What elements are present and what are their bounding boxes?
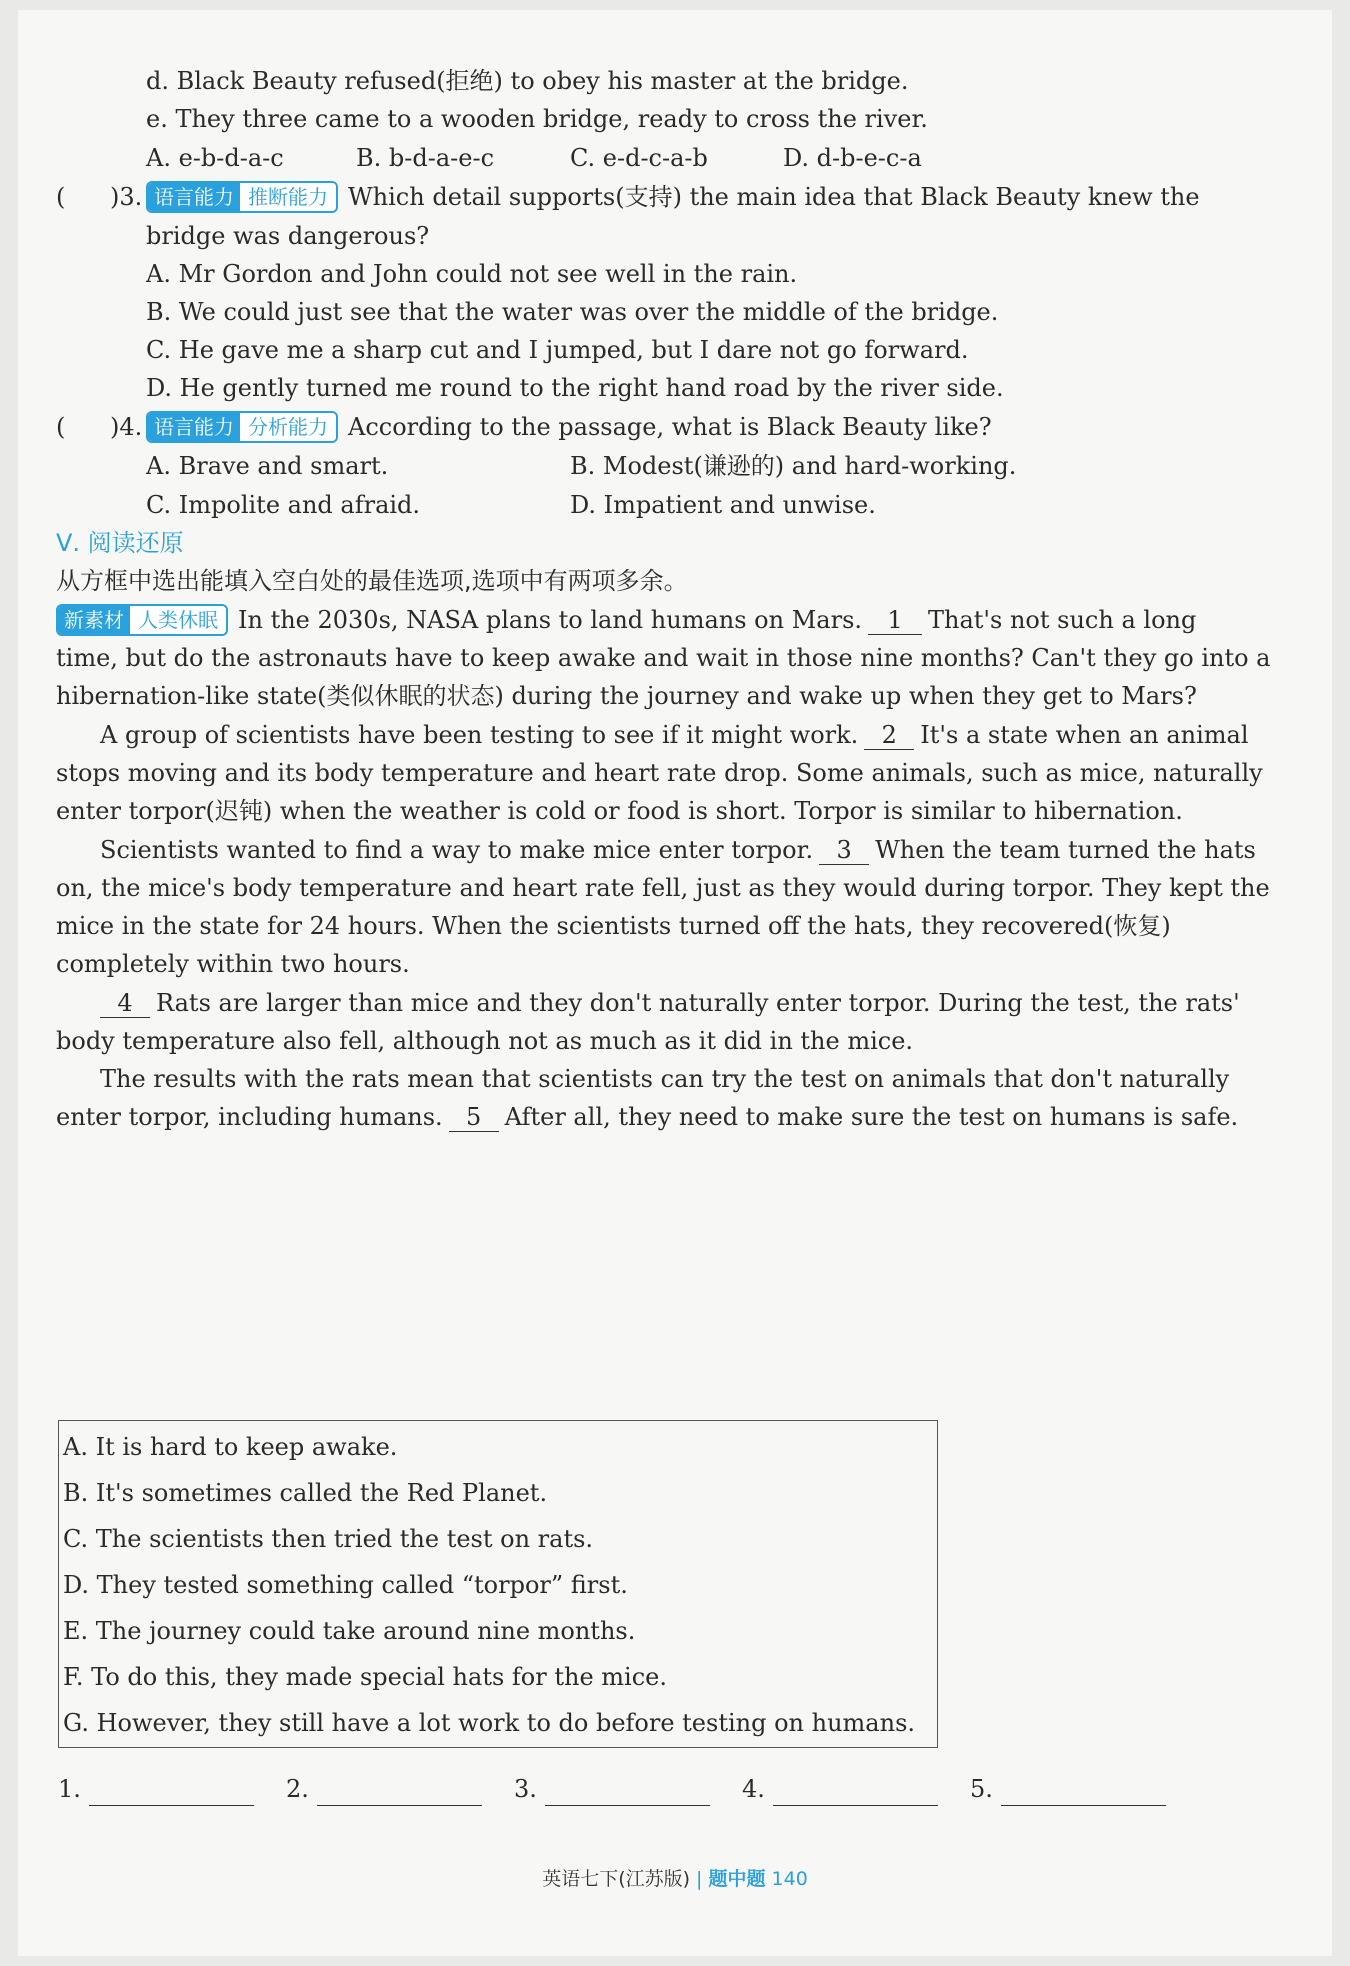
footer-page-number: 140: [771, 1868, 808, 1890]
footer-book: 英语七下(江苏版): [542, 1868, 691, 1890]
section-instruction: 从方框中选出能填入空白处的最佳选项,选项中有两项多余。: [56, 567, 688, 595]
q3-number: )3.: [110, 183, 143, 211]
passage-p2-line-2: stops moving and its body temperature and heart rate drop. Some animals, such as mice, naturally: [56, 759, 1263, 787]
answer-5-label: 5.: [970, 1775, 993, 1803]
answer-4-line[interactable]: [773, 1781, 938, 1806]
q2-line-e: e. They three came to a wooden bridge, ready to cross the river.: [146, 105, 928, 133]
blank-4[interactable]: 4: [100, 989, 150, 1018]
box-option-c: C. The scientists then tried the test on rats.: [63, 1525, 594, 1553]
material-tag-new: 新素材: [58, 606, 130, 634]
box-option-f: F. To do this, they made special hats for the mice.: [63, 1663, 667, 1691]
answer-1: [58, 1772, 254, 1806]
material-tag: [56, 604, 228, 636]
footer-separator: |: [696, 1868, 703, 1890]
p3-text-b: When the team turned the hats: [875, 836, 1256, 864]
p5-text-b: After all, they need to make sure the test on humans is safe.: [504, 1103, 1239, 1131]
q3-skill-tag: [146, 181, 338, 213]
passage-p1-line-1: [56, 603, 1196, 638]
answer-3-line[interactable]: [545, 1781, 710, 1806]
answer-5: [970, 1772, 1166, 1806]
passage-p1-line-3: hibernation-like state(类似休眠的状态) during the journey and wake up when they get to Mars?: [56, 682, 1197, 710]
q3-option-b: B. We could just see that the water was over the middle of the bridge.: [146, 298, 999, 326]
blank-1[interactable]: 1: [868, 606, 922, 635]
passage-p1-line-2: time, but do the astronauts have to keep awake and wait in those nine months? Can't they go into a: [56, 644, 1271, 672]
q4-tag-language: 语言能力: [148, 413, 240, 441]
box-option-g: G. However, they still have a lot work to do before testing on humans.: [63, 1709, 916, 1737]
answer-2: [286, 1772, 482, 1806]
page-footer: [18, 1864, 1332, 1891]
answer-2-line[interactable]: [317, 1781, 482, 1806]
q2-option-d: D. d-b-e-c-a: [783, 144, 922, 172]
p1-text-a: In the 2030s, NASA plans to land humans on Mars.: [238, 606, 863, 634]
q3-option-c: C. He gave me a sharp cut and I jumped, but I dare not go forward.: [146, 336, 969, 364]
answer-3: [514, 1772, 710, 1806]
answer-1-line[interactable]: [89, 1781, 254, 1806]
q4-skill-tag: [146, 411, 338, 443]
p2-text-a: A group of scientists have been testing to see if it might work.: [100, 721, 859, 749]
q4-option-c: C. Impolite and afraid.: [146, 491, 421, 519]
box-option-d: D. They tested something called “torpor” first.: [63, 1571, 628, 1599]
p5-text-a: enter torpor, including humans.: [56, 1103, 443, 1131]
answer-3-label: 3.: [514, 1775, 537, 1803]
passage-p3-line-2: on, the mice's body temperature and heart rate fell, just as they would during torpor. They kept the: [56, 874, 1270, 902]
q3-tag-inference: 推断能力: [240, 183, 336, 211]
q3-stem-line-2: bridge was dangerous?: [146, 222, 430, 250]
answer-2-label: 2.: [286, 1775, 309, 1803]
q4-tag-analysis: 分析能力: [240, 413, 336, 441]
q2-line-d: d. Black Beauty refused(拒绝) to obey his master at the bridge.: [146, 67, 909, 95]
q4-number: )4.: [110, 413, 143, 441]
q3-answer-paren[interactable]: (: [56, 183, 66, 211]
q4-option-b: B. Modest(谦逊的) and hard-working.: [570, 452, 1017, 480]
blank-3[interactable]: 3: [819, 836, 869, 865]
q3-stem-line-1: [146, 180, 1200, 215]
passage-p2-line-1: [100, 718, 1249, 752]
q2-option-b: B. b-d-a-e-c: [356, 144, 495, 172]
answer-5-line[interactable]: [1001, 1781, 1166, 1806]
box-option-b: B. It's sometimes called the Red Planet.: [63, 1479, 548, 1507]
q4-answer-paren[interactable]: (: [56, 413, 66, 441]
q4-option-a: A. Brave and smart.: [146, 452, 389, 480]
p4-text: Rats are larger than mice and they don't naturally enter torpor. During the test, the rats': [156, 989, 1240, 1017]
p2-text-b: It's a state when an animal: [920, 721, 1249, 749]
q3-option-a: A. Mr Gordon and John could not see well in the rain.: [146, 260, 798, 288]
box-option-e: E. The journey could take around nine months.: [63, 1617, 636, 1645]
passage-p3-line-4: completely within two hours.: [56, 950, 410, 978]
q4-option-d: D. Impatient and unwise.: [570, 491, 876, 519]
answer-4: [742, 1772, 938, 1806]
passage-p4-line-2: body temperature also fell, although not as much as it did in the mice.: [56, 1027, 914, 1055]
q3-stem-text: Which detail supports(支持) the main idea that Black Beauty knew the: [348, 183, 1200, 211]
q2-option-c: C. e-d-c-a-b: [570, 144, 708, 172]
q4-stem-line: [146, 410, 992, 445]
passage-p3-line-1: [100, 833, 1256, 867]
passage-p2-line-3: enter torpor(迟钝) when the weather is cold or food is short. Torpor is similar to hibernation.: [56, 797, 1183, 825]
q3-tag-language: 语言能力: [148, 183, 240, 211]
p3-text-a: Scientists wanted to find a way to make mice enter torpor.: [100, 836, 814, 864]
passage-p4-line-1: [100, 986, 1240, 1020]
material-tag-topic: 人类休眠: [130, 606, 226, 634]
box-option-a: A. It is hard to keep awake.: [63, 1433, 398, 1461]
blank-5[interactable]: 5: [449, 1103, 499, 1132]
answer-4-label: 4.: [742, 1775, 765, 1803]
q2-option-a: A. e-b-d-a-c: [146, 144, 284, 172]
worksheet-page: [18, 10, 1332, 1956]
section-title: Ⅴ. 阅读还原: [56, 529, 184, 557]
q3-option-d: D. He gently turned me round to the right hand road by the river side.: [146, 374, 1004, 402]
blank-2[interactable]: 2: [864, 721, 914, 750]
passage-p5-line-2: [56, 1100, 1238, 1134]
q4-stem-text: According to the passage, what is Black Beauty like?: [348, 413, 992, 441]
p1-text-b: That's not such a long: [928, 606, 1197, 634]
passage-p3-line-3: mice in the state for 24 hours. When the scientists turned off the hats, they recovered(恢复): [56, 912, 1171, 940]
answer-1-label: 1.: [58, 1775, 81, 1803]
passage-p5-line-1: The results with the rats mean that scientists can try the test on animals that don't naturally: [100, 1065, 1230, 1093]
footer-brand: 题中题: [708, 1868, 766, 1890]
